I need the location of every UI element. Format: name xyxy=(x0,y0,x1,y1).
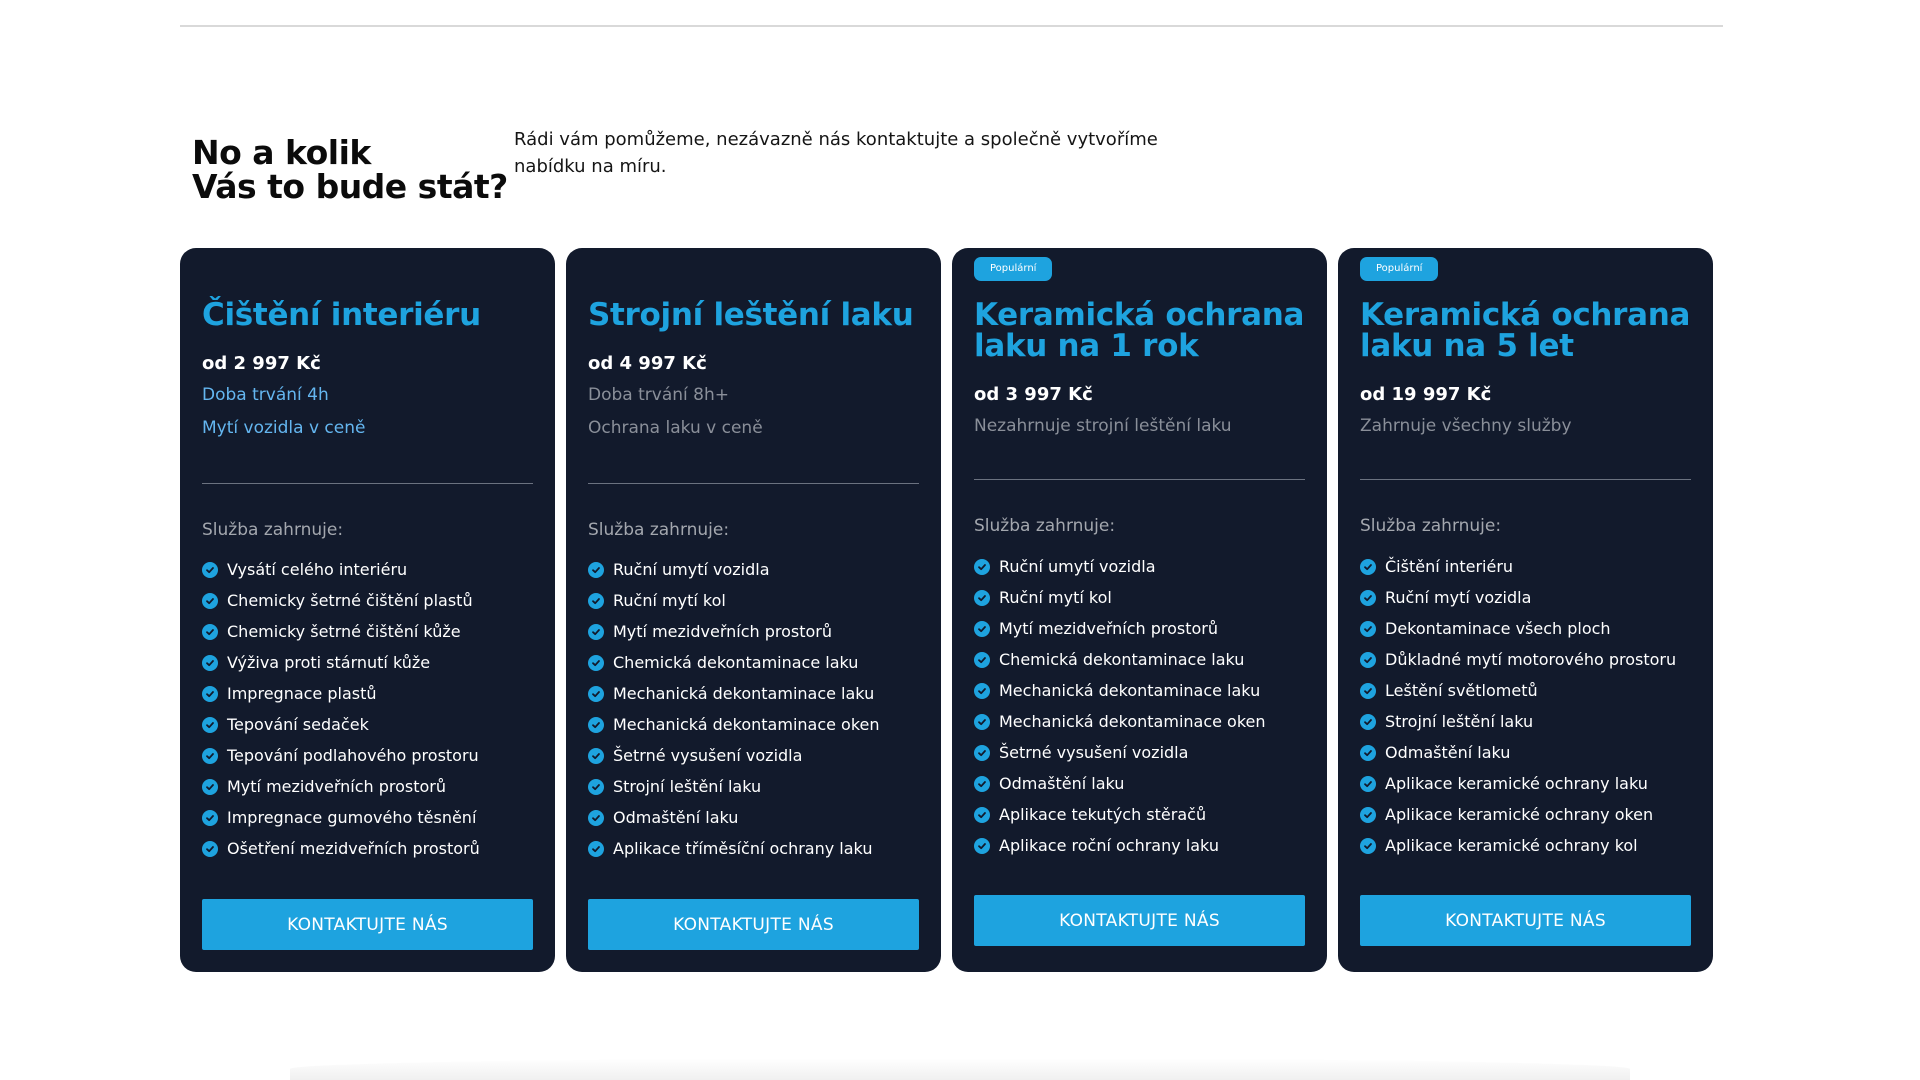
feature-item xyxy=(974,551,1317,582)
check-circle-icon xyxy=(588,748,604,764)
service-label: Služba zahrnuje: xyxy=(588,520,730,540)
feature-label: Aplikace tekutých stěračů xyxy=(999,805,1207,824)
feature-label: Aplikace keramické ochrany kol xyxy=(1385,836,1638,855)
feature-label: Mytí mezidveřních prostorů xyxy=(999,619,1219,638)
check-circle-icon xyxy=(974,807,990,823)
card-title: Keramická ochrana laku na 5 let xyxy=(1360,297,1691,364)
feature-item xyxy=(588,678,931,709)
card-divider xyxy=(202,483,533,484)
check-circle-icon xyxy=(974,838,990,854)
pricing-cards xyxy=(180,248,1713,972)
heading-line-2: Vás to bude stát? xyxy=(192,167,508,206)
check-circle-icon xyxy=(1360,590,1376,606)
feature-label: Impregnace gumového těsnění xyxy=(227,808,477,827)
check-circle-icon xyxy=(202,562,218,578)
feature-label: Vysátí celého interiéru xyxy=(227,560,408,579)
check-circle-icon xyxy=(202,779,218,795)
contact-button[interactable]: KONTAKTUJTE NÁS xyxy=(202,899,533,950)
feature-item xyxy=(974,830,1317,861)
card-title: Strojní leštění laku xyxy=(588,297,914,333)
check-circle-icon xyxy=(202,810,218,826)
feature-label: Mytí mezidveřních prostorů xyxy=(613,622,833,641)
feature-item xyxy=(202,709,545,740)
feature-item xyxy=(588,709,931,740)
card-note: Doba trvání 4h xyxy=(202,385,329,405)
feature-label: Chemická dekontaminace laku xyxy=(999,650,1245,669)
check-circle-icon xyxy=(1360,838,1376,854)
check-circle-icon xyxy=(974,683,990,699)
feature-item xyxy=(202,740,545,771)
feature-label: Dekontaminace všech ploch xyxy=(1385,619,1611,638)
feature-item xyxy=(588,771,931,802)
feature-item xyxy=(588,740,931,771)
feature-item xyxy=(974,582,1317,613)
feature-label: Mechanická dekontaminace oken xyxy=(613,715,880,734)
feature-item xyxy=(1360,799,1703,830)
check-circle-icon xyxy=(1360,776,1376,792)
feature-item xyxy=(974,706,1317,737)
card-price: od 4 997 Kč xyxy=(588,353,707,374)
check-circle-icon xyxy=(974,621,990,637)
feature-label: Strojní leštění laku xyxy=(1385,712,1534,731)
feature-item xyxy=(1360,830,1703,861)
check-circle-icon xyxy=(588,624,604,640)
feature-list xyxy=(1360,551,1703,861)
check-circle-icon xyxy=(974,590,990,606)
section-intro: Rádi vám pomůžeme, nezávazně nás kontaktujte a společně vytvoříme nabídku na míru. xyxy=(514,129,1158,177)
card-note: Doba trvání 8h+ xyxy=(588,385,729,405)
contact-button[interactable]: KONTAKTUJTE NÁS xyxy=(974,895,1305,946)
feature-item xyxy=(974,737,1317,768)
feature-item xyxy=(974,768,1317,799)
feature-label: Tepování podlahového prostoru xyxy=(227,746,479,765)
check-circle-icon xyxy=(202,841,218,857)
section-heading xyxy=(192,133,508,206)
feature-label: Ruční umytí vozidla xyxy=(613,560,770,579)
card-title: Čištění interiéru xyxy=(202,297,481,333)
feature-label: Aplikace roční ochrany laku xyxy=(999,836,1219,855)
feature-item xyxy=(588,802,931,833)
feature-label: Chemicky šetrné čištění kůže xyxy=(227,622,461,641)
service-label: Služba zahrnuje: xyxy=(974,516,1116,536)
card-price: od 19 997 Kč xyxy=(1360,384,1492,405)
feature-label: Strojní leštění laku xyxy=(613,777,762,796)
card-note: Nezahrnuje strojní leštění laku xyxy=(974,416,1232,436)
pricing-card-ceramic-1-year xyxy=(952,248,1327,972)
check-circle-icon xyxy=(588,810,604,826)
feature-item xyxy=(1360,737,1703,768)
check-circle-icon xyxy=(588,562,604,578)
feature-item xyxy=(1360,644,1703,675)
check-circle-icon xyxy=(1360,652,1376,668)
check-circle-icon xyxy=(1360,683,1376,699)
pricing-card-machine-polishing xyxy=(566,248,941,972)
feature-item xyxy=(974,675,1317,706)
feature-label: Mechanická dekontaminace laku xyxy=(999,681,1261,700)
check-circle-icon xyxy=(588,593,604,609)
feature-item xyxy=(588,647,931,678)
feature-item xyxy=(588,554,931,585)
check-circle-icon xyxy=(588,686,604,702)
card-price: od 3 997 Kč xyxy=(974,384,1093,405)
check-circle-icon xyxy=(202,686,218,702)
check-circle-icon xyxy=(974,714,990,730)
check-circle-icon xyxy=(974,776,990,792)
feature-label: Ruční mytí kol xyxy=(999,588,1112,607)
feature-item xyxy=(1360,675,1703,706)
feature-item xyxy=(1360,768,1703,799)
feature-label: Leštění světlometů xyxy=(1385,681,1538,700)
feature-label: Ošetření mezidveřních prostorů xyxy=(227,839,480,858)
pricing-card-ceramic-5-years xyxy=(1338,248,1713,972)
feature-label: Důkladné mytí motorového prostoru xyxy=(1385,650,1677,669)
feature-list xyxy=(202,554,545,864)
check-circle-icon xyxy=(202,655,218,671)
pricing-card-interior-cleaning xyxy=(180,248,555,972)
check-circle-icon xyxy=(1360,621,1376,637)
feature-label: Mechanická dekontaminace laku xyxy=(613,684,875,703)
card-divider xyxy=(1360,479,1691,480)
feature-label: Mechanická dekontaminace oken xyxy=(999,712,1266,731)
check-circle-icon xyxy=(588,841,604,857)
check-circle-icon xyxy=(588,779,604,795)
feature-item xyxy=(202,833,545,864)
feature-label: Impregnace plastů xyxy=(227,684,377,703)
feature-label: Výživa proti stárnutí kůže xyxy=(227,653,431,672)
feature-item xyxy=(588,585,931,616)
feature-item xyxy=(1360,551,1703,582)
check-circle-icon xyxy=(1360,714,1376,730)
check-circle-icon xyxy=(974,652,990,668)
popular-badge: Populární xyxy=(974,257,1052,281)
contact-button[interactable]: KONTAKTUJTE NÁS xyxy=(588,899,919,950)
feature-item xyxy=(588,616,931,647)
feature-label: Ruční mytí vozidla xyxy=(1385,588,1532,607)
feature-label: Odmaštění laku xyxy=(1385,743,1511,762)
feature-item xyxy=(974,799,1317,830)
feature-label: Aplikace tříměsíční ochrany laku xyxy=(613,839,873,858)
service-label: Služba zahrnuje: xyxy=(1360,516,1502,536)
feature-item xyxy=(202,678,545,709)
feature-label: Ruční umytí vozidla xyxy=(999,557,1156,576)
feature-label: Čištění interiéru xyxy=(1385,557,1514,576)
feature-label: Odmaštění laku xyxy=(999,774,1125,793)
feature-item xyxy=(202,554,545,585)
next-section-shadow xyxy=(290,1058,1630,1080)
feature-item xyxy=(974,644,1317,675)
service-label: Služba zahrnuje: xyxy=(202,520,344,540)
check-circle-icon xyxy=(974,745,990,761)
card-price: od 2 997 Kč xyxy=(202,353,321,374)
feature-label: Odmaštění laku xyxy=(613,808,739,827)
feature-label: Mytí mezidveřních prostorů xyxy=(227,777,447,796)
check-circle-icon xyxy=(1360,559,1376,575)
feature-label: Ruční mytí kol xyxy=(613,591,726,610)
card-title: Keramická ochrana laku na 1 rok xyxy=(974,297,1305,364)
card-note: Mytí vozidla v ceně xyxy=(202,418,366,438)
popular-badge: Populární xyxy=(1360,257,1438,281)
feature-label: Tepování sedaček xyxy=(227,715,369,734)
feature-item xyxy=(202,802,545,833)
feature-item xyxy=(1360,582,1703,613)
feature-item xyxy=(202,616,545,647)
top-divider xyxy=(180,25,1723,27)
feature-item xyxy=(202,771,545,802)
feature-item xyxy=(1360,613,1703,644)
check-circle-icon xyxy=(1360,807,1376,823)
check-circle-icon xyxy=(202,624,218,640)
feature-label: Šetrné vysušení vozidla xyxy=(613,746,803,765)
feature-label: Chemická dekontaminace laku xyxy=(613,653,859,672)
check-circle-icon xyxy=(202,748,218,764)
check-circle-icon xyxy=(588,655,604,671)
heading-line-1: No a kolik xyxy=(192,133,371,172)
check-circle-icon xyxy=(202,593,218,609)
feature-item xyxy=(1360,706,1703,737)
check-circle-icon xyxy=(202,717,218,733)
feature-list xyxy=(588,554,931,864)
card-divider xyxy=(588,483,919,484)
feature-item xyxy=(588,833,931,864)
feature-item xyxy=(974,613,1317,644)
feature-label: Aplikace keramické ochrany oken xyxy=(1385,805,1654,824)
feature-label: Šetrné vysušení vozidla xyxy=(999,743,1189,762)
contact-button[interactable]: KONTAKTUJTE NÁS xyxy=(1360,895,1691,946)
check-circle-icon xyxy=(588,717,604,733)
card-divider xyxy=(974,479,1305,480)
feature-label: Chemicky šetrné čištění plastů xyxy=(227,591,473,610)
feature-list xyxy=(974,551,1317,861)
check-circle-icon xyxy=(1360,745,1376,761)
check-circle-icon xyxy=(974,559,990,575)
card-note: Ochrana laku v ceně xyxy=(588,418,763,438)
card-note: Zahrnuje všechny služby xyxy=(1360,416,1572,436)
feature-item xyxy=(202,647,545,678)
feature-label: Aplikace keramické ochrany laku xyxy=(1385,774,1648,793)
feature-item xyxy=(202,585,545,616)
